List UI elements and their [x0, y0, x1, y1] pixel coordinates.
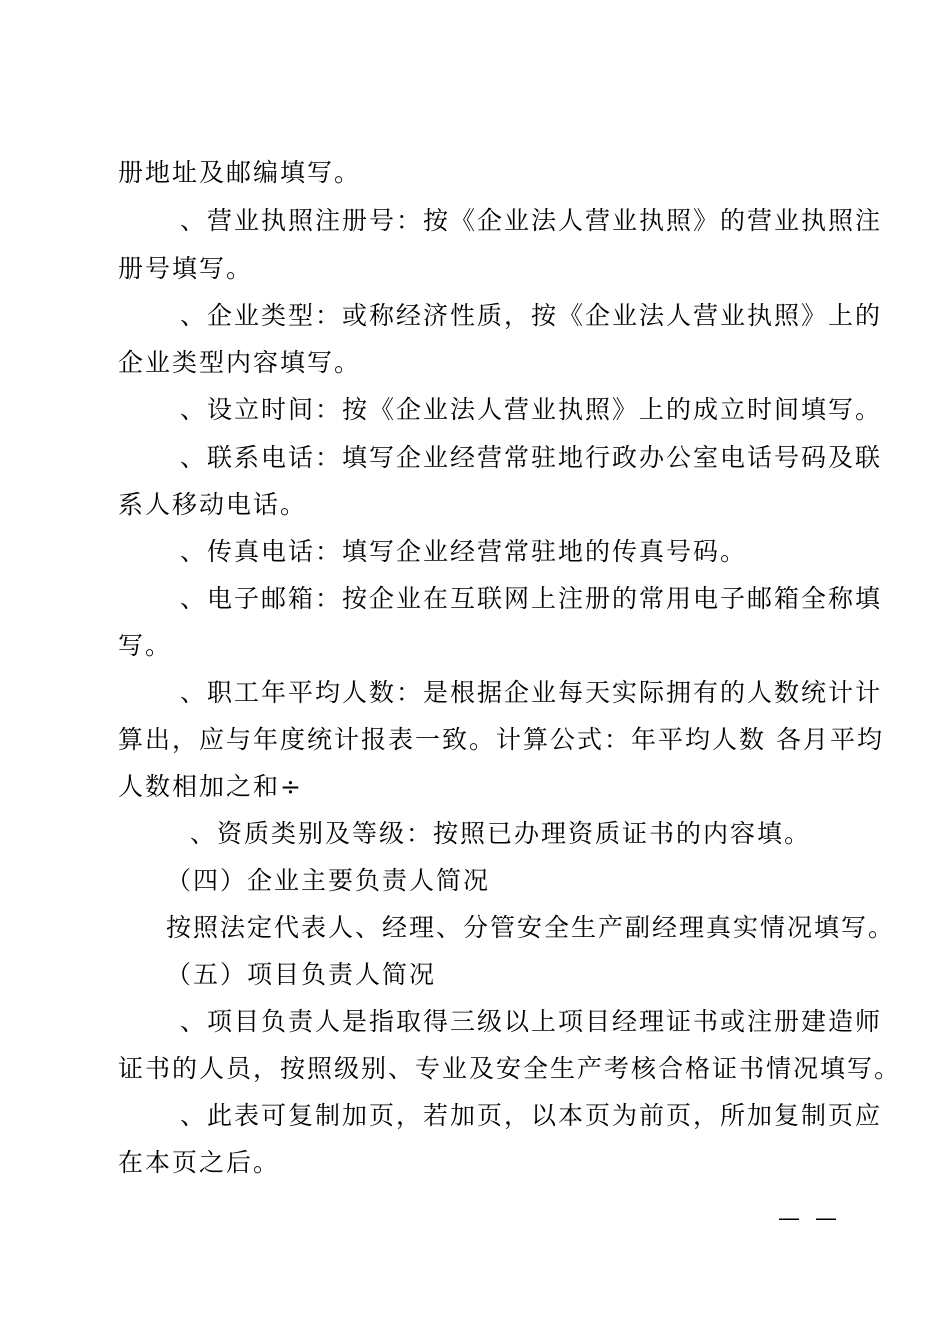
text-line-17: 按照法定代表人、经理、分管安全生产副经理真实情况填写。: [166, 913, 896, 942]
text-line-15: 、资质类别及等级：按照已办理资质证书的内容填。: [190, 819, 812, 848]
text-line-8: 系人移动电话。: [118, 490, 308, 519]
section-heading-5: （五）项目负责人简况: [166, 960, 437, 989]
text-line-11: 写。: [118, 631, 173, 660]
text-line-6: 、设立时间：按《企业法人营业执照》上的成立时间填写。: [180, 395, 883, 424]
text-line-2: 、营业执照注册号：按《企业法人营业执照》的营业执照注: [180, 206, 883, 235]
text-line-13: 算出，应与年度统计报表一致。计算公式：年平均人数 各月平均: [118, 725, 884, 754]
text-line-7: 、联系电话：填写企业经营常驻地行政办公室电话号码及联: [180, 443, 883, 472]
text-line-20: 证书的人员，按照级别、专业及安全生产考核合格证书情况填写。: [118, 1054, 902, 1083]
text-line-9: 、传真电话：填写企业经营常驻地的传真号码。: [180, 537, 748, 566]
text-line-14: 人数相加之和÷: [118, 772, 303, 801]
text-line-3: 册号填写。: [118, 254, 254, 283]
section-heading-4: （四）企业主要负责人简况: [166, 866, 491, 895]
text-line-5: 企业类型内容填写。: [118, 348, 362, 377]
page-number-footer: — —: [778, 1206, 841, 1231]
text-line-12: 、职工年平均人数：是根据企业每天实际拥有的人数统计计: [180, 678, 883, 707]
text-line-19: 、项目负责人是指取得三级以上项目经理证书或注册建造师: [180, 1007, 883, 1036]
text-line-10: 、电子邮箱：按企业在互联网上注册的常用电子邮箱全称填: [180, 584, 883, 613]
text-line-22: 在本页之后。: [118, 1148, 281, 1177]
text-line-1: 册地址及邮编填写。: [118, 158, 362, 187]
text-line-4: 、企业类型：或称经济性质，按《企业法人营业执照》上的: [180, 301, 883, 330]
text-line-21: 、此表可复制加页，若加页，以本页为前页，所加复制页应: [180, 1101, 883, 1130]
